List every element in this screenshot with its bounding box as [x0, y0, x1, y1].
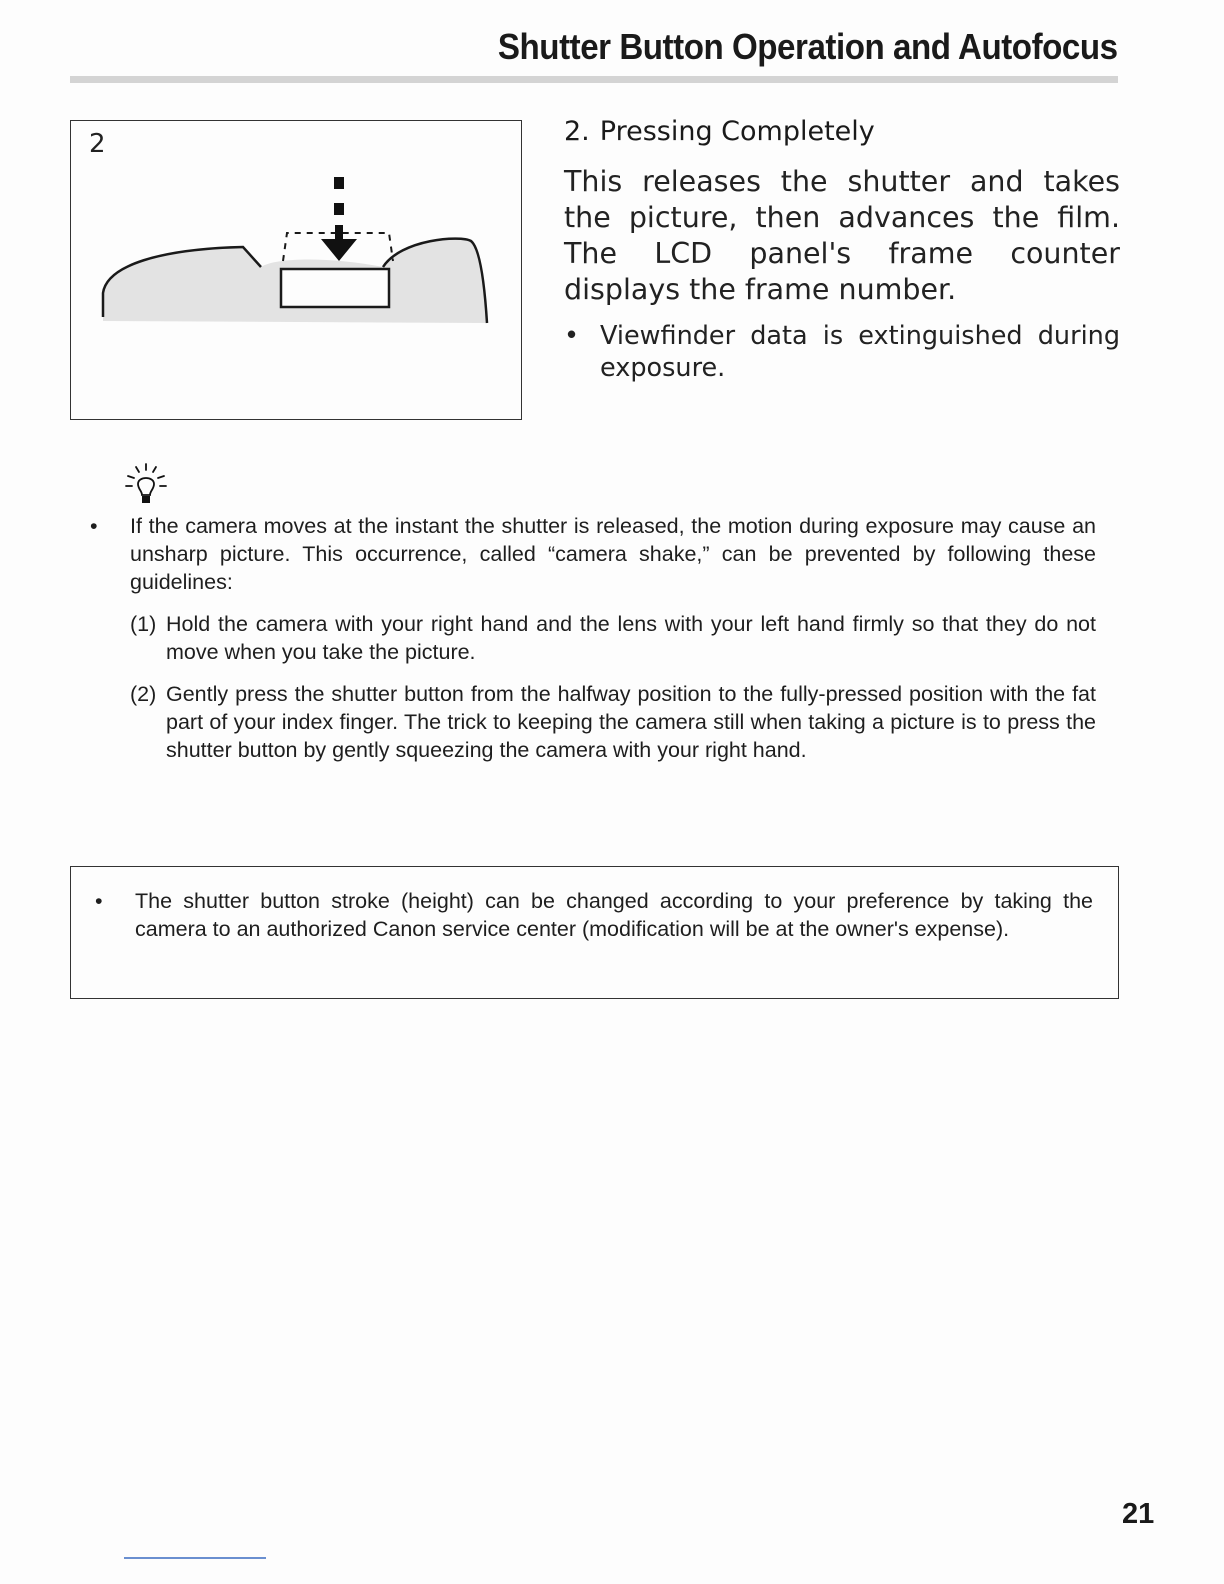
page-number: 21 [1122, 1498, 1155, 1530]
step-text: Gently press the shutter button from the halfway position to the fully-pressed position with the fat part of your index finger. The trick to keeping the camera still when taking a picture is to press the shutter button by gently squeezing the camera with your right hand. [166, 682, 1096, 762]
tip-intro [90, 512, 1096, 596]
note-box [70, 866, 1119, 999]
title-rule [70, 76, 1118, 83]
viewfinder-note [564, 320, 1120, 384]
page-title: Shutter Button Operation and Autofocus [498, 26, 1118, 67]
note-text: The shutter button stroke (height) can be changed according to your preference by taking the camera to an authorized Canon service center (modification will be at the owner's expense). [135, 889, 1093, 941]
shutter-button-illustration [71, 121, 523, 421]
section-body: This releases the shutter and takes the picture, then advances the film. The LCD panel's frame counter displays the frame number. [564, 165, 1120, 306]
shutter-button [281, 269, 389, 307]
viewfinder-note-text: Viewfinder data is extinguished during exposure. [600, 321, 1120, 383]
arrow-square-1 [334, 177, 344, 189]
bullet: • [564, 321, 580, 351]
section-heading [564, 116, 875, 147]
step-number: (1) [130, 612, 157, 636]
arrow-head [321, 239, 357, 261]
tip-step [130, 610, 1096, 666]
tip-intro-text: If the camera moves at the instant the shutter is released, the motion during exposure may cause an unsharp picture. This occurrence, called “camera shake,” can be prevented by following these guidelines: [130, 514, 1096, 594]
tip-steps [90, 610, 1096, 764]
tip-step [130, 680, 1096, 764]
arrow-square-2 [334, 203, 344, 215]
section-heading-text: Pressing Completely [599, 116, 875, 147]
bullet: • [95, 889, 103, 913]
tip-block [90, 512, 1096, 778]
figure-number: 2 [89, 129, 106, 159]
arrow-shaft [335, 225, 343, 239]
figure-box [70, 120, 522, 420]
note-item [95, 887, 1093, 943]
step-number: (2) [130, 682, 157, 706]
lightbulb-icon [120, 462, 174, 506]
bullet: • [90, 514, 98, 538]
step-text: Hold the camera with your right hand and the lens with your left hand firmly so that they do not move when you take the picture. [166, 612, 1096, 664]
section-number: 2. [564, 116, 590, 147]
footer-line [124, 1557, 266, 1559]
